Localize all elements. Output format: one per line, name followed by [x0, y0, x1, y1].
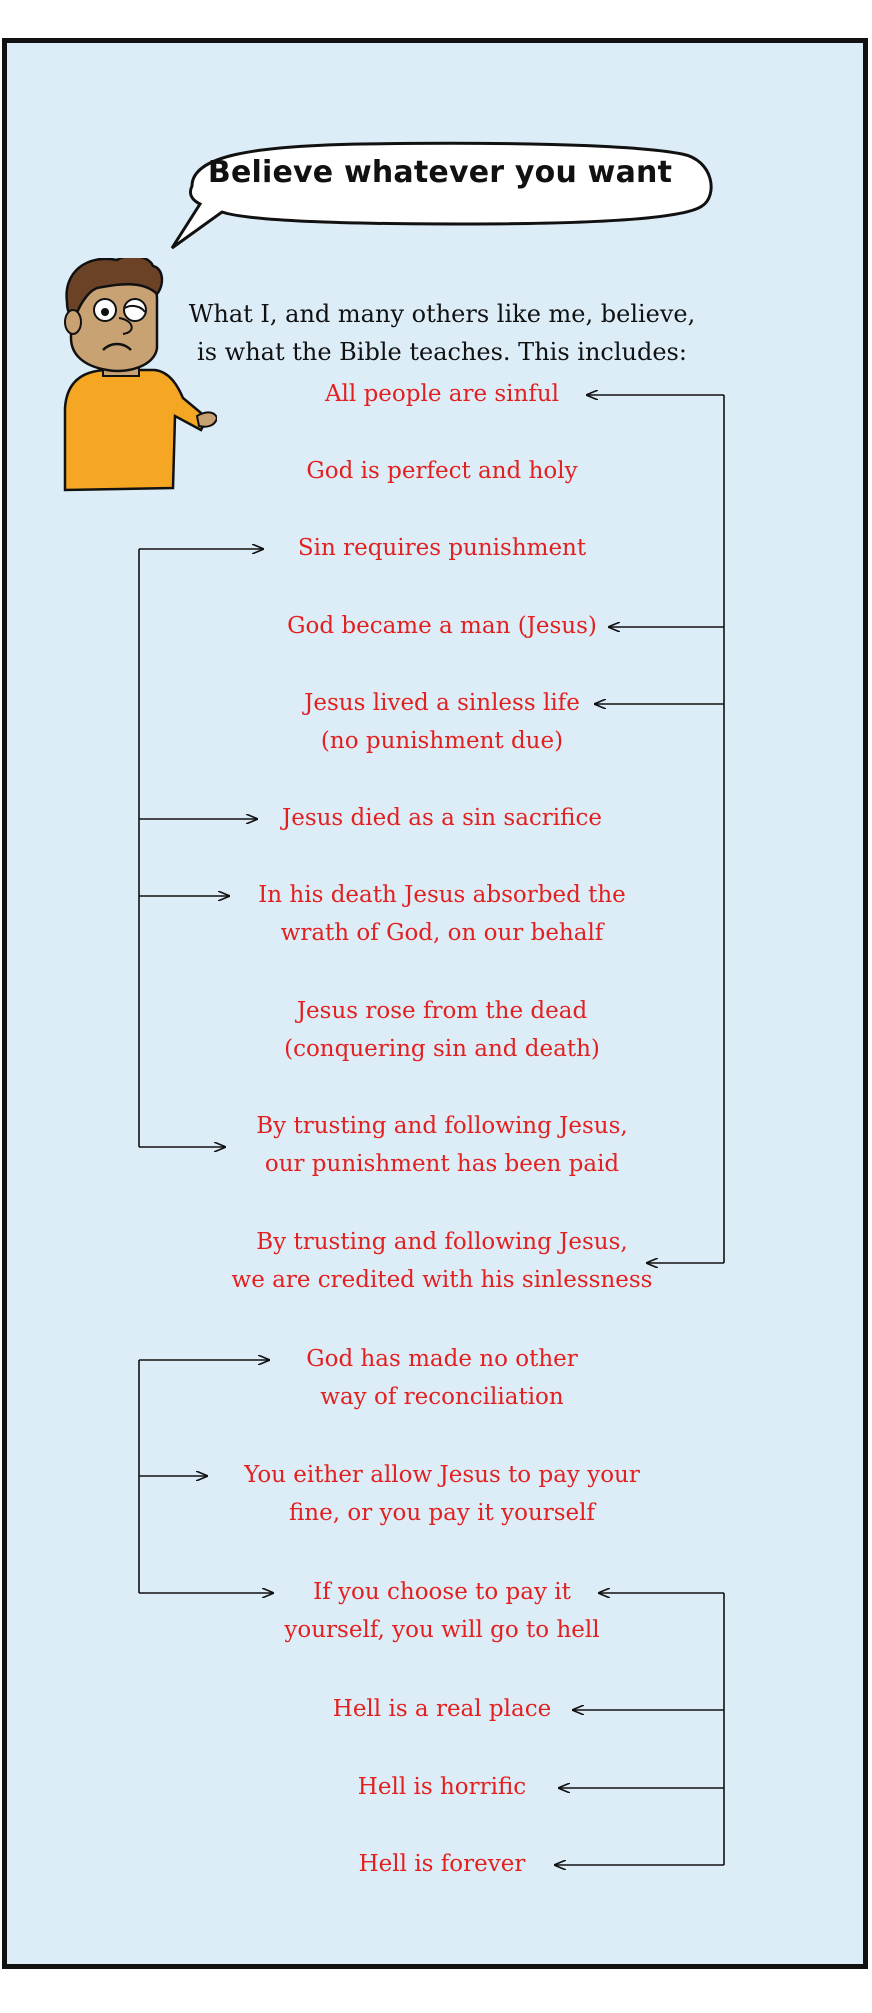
comic-panel: [2, 38, 868, 1969]
statement-line: Jesus rose from the dead: [296, 998, 588, 1024]
statement-line: If you choose to pay it: [313, 1579, 571, 1605]
statement-line: way of reconciliation: [320, 1384, 564, 1410]
intro-line-1: What I, and many others like me, believe,: [188, 300, 696, 328]
statement-line: By trusting and following Jesus,: [256, 1113, 628, 1139]
statement-line: Hell is a real place: [332, 1696, 552, 1722]
statement-line: yourself, you will go to hell: [284, 1617, 600, 1643]
statement-line: Sin requires punishment: [297, 535, 587, 561]
statement-line: we are credited with his sinlessness: [231, 1267, 653, 1293]
statement-line: In his death Jesus absorbed the: [258, 882, 626, 908]
statement-line: You either allow Jesus to pay your: [244, 1462, 640, 1488]
statement-line: Jesus died as a sin sacrifice: [281, 805, 602, 831]
statement-line: Hell is horrific: [357, 1774, 527, 1800]
statement-line: All people are sinful: [324, 381, 560, 407]
statement-line: fine, or you pay it yourself: [288, 1500, 596, 1526]
statement-line: God has made no other: [306, 1346, 578, 1372]
intro-line-2: is what the Bible teaches. This includes:: [197, 338, 687, 366]
statement-line: God is perfect and holy: [306, 458, 578, 484]
statement-line: (no punishment due): [320, 728, 564, 754]
statement-line: our punishment has been paid: [264, 1151, 620, 1177]
speech-bubble-text: Believe whatever you want: [207, 155, 673, 190]
statement-line: Jesus lived a sinless life: [304, 690, 580, 716]
statement-line: wrath of God, on our behalf: [280, 920, 604, 946]
statement-line: By trusting and following Jesus,: [256, 1229, 628, 1255]
statement-line: (conquering sin and death): [284, 1036, 600, 1062]
statement-line: Hell is forever: [358, 1851, 526, 1877]
connector-arrows: [7, 43, 872, 1974]
statement-line: God became a man (Jesus): [287, 613, 597, 639]
